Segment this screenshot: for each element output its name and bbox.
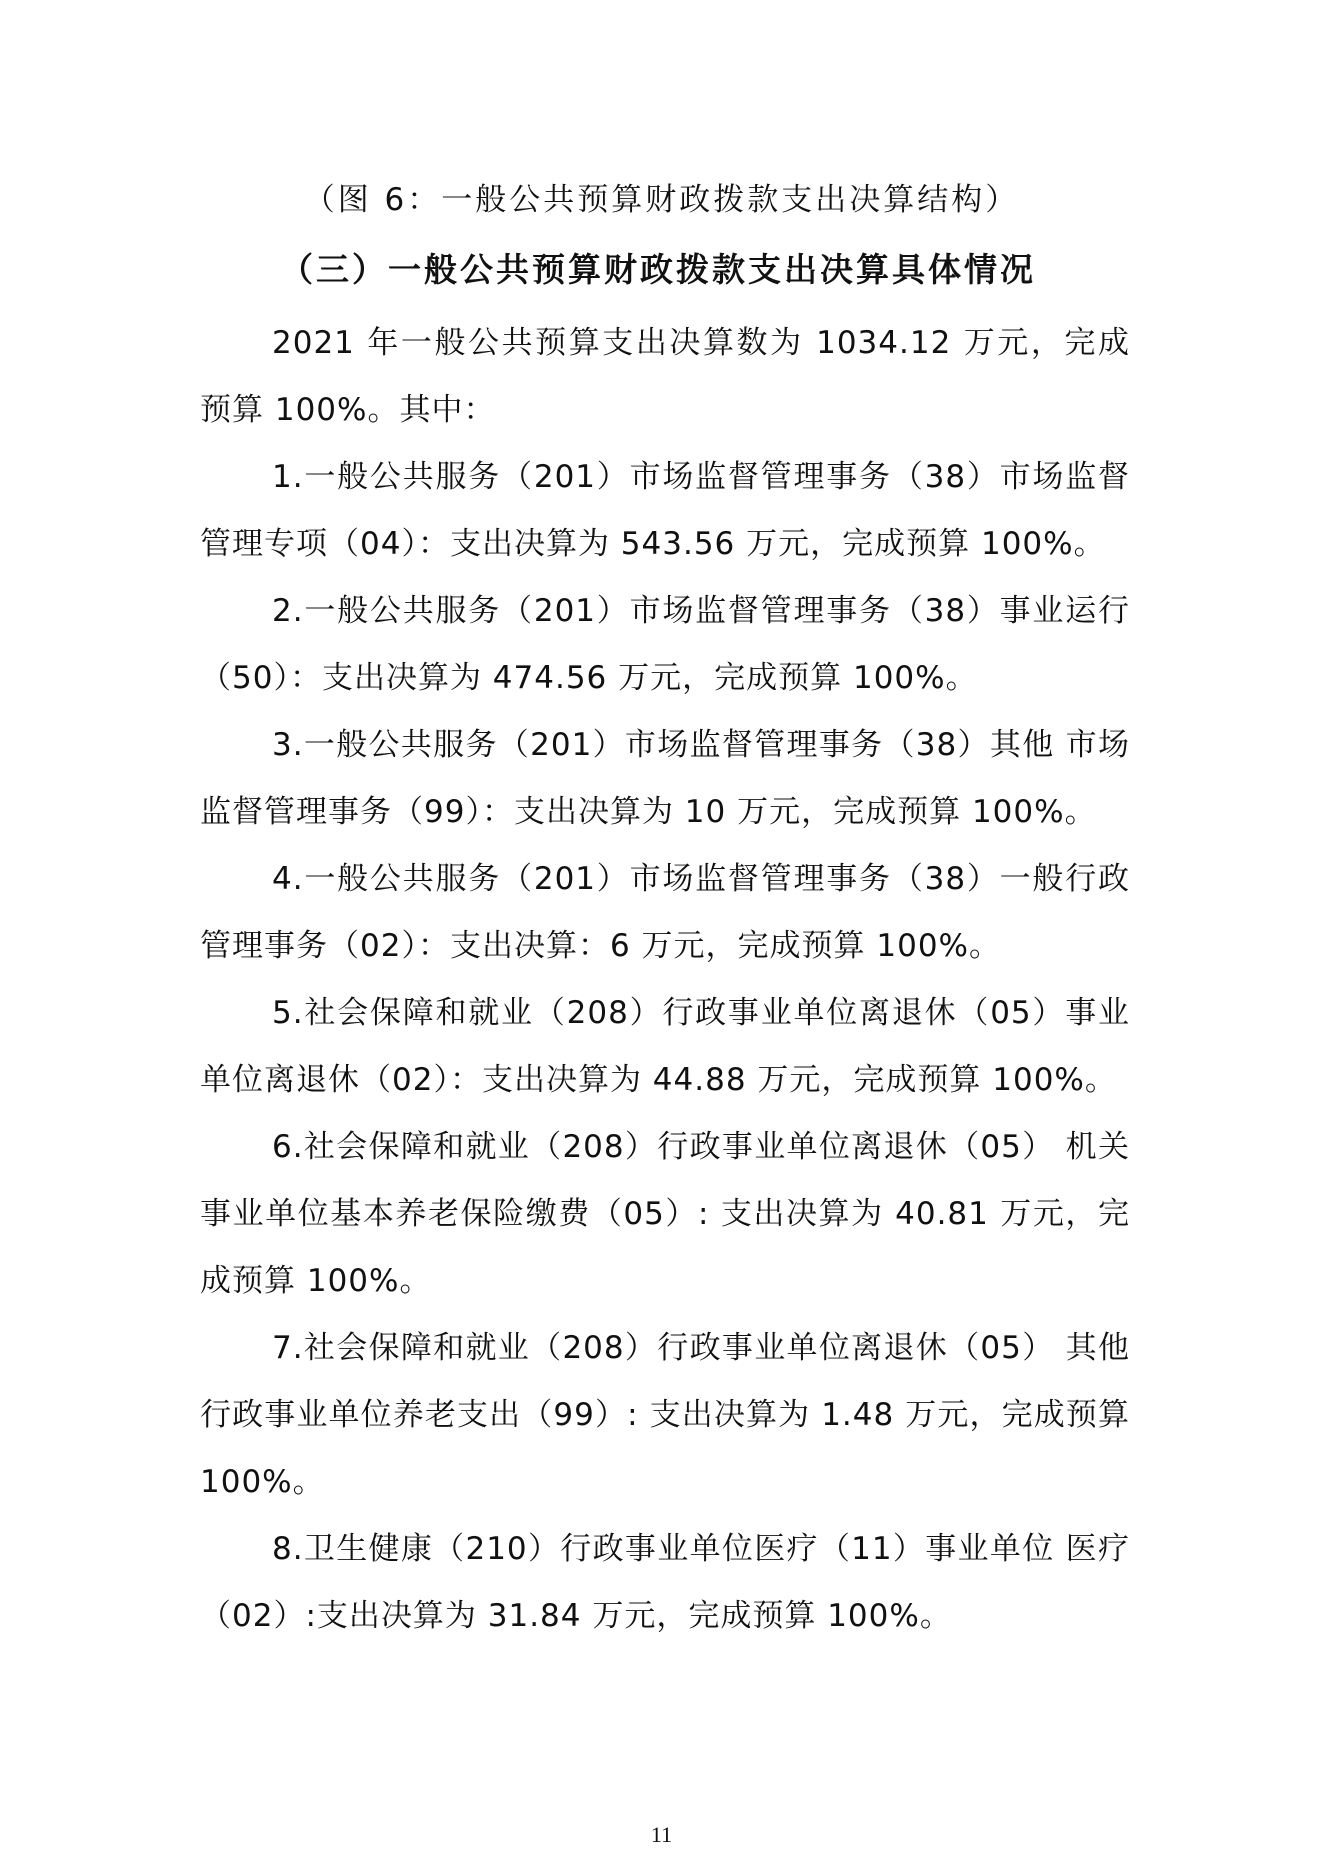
figure-caption: （图 6：一般公共预算财政拨款支出决算结构）: [303, 182, 1020, 218]
document-body: [200, 310, 1130, 1650]
paragraph-summary: 2021 年一般公共预算支出决算数为 1034.12 万元，完成预算 100%。其中：: [200, 325, 1130, 428]
paragraph-item: 8.卫生健康（210）行政事业单位医疗（11）事业单位 医疗（02）:支出决算为 31.84 万元，完成预算 100%。: [200, 1531, 1130, 1634]
paragraph-item: 1.一般公共服务（201）市场监督管理事务（38）市场监督管理专项（04）：支出决算为 543.56 万元，完成预算 100%。: [200, 459, 1130, 562]
paragraph-item: 6.社会保障和就业（208）行政事业单位离退休（05） 机关事业单位基本养老保险缴费（05）: 支出决算为 40.81 万元，完成预算 100%。: [200, 1129, 1130, 1299]
paragraph-item: 7.社会保障和就业（208）行政事业单位离退休（05） 其他行政事业单位养老支出（99）: 支出决算为 1.48 万元，完成预算 100%。: [200, 1330, 1130, 1500]
paragraph-item: 2.一般公共服务（201）市场监督管理事务（38）事业运行（50）：支出决算为 474.56 万元，完成预算 100%。: [200, 593, 1130, 696]
paragraph-item: 4.一般公共服务（201）市场监督管理事务（38）一般行政管理事务（02）：支出决算：6 万元，完成预算 100%。: [200, 861, 1130, 964]
paragraph-item: 5.社会保障和就业（208）行政事业单位离退休（05）事业单位离退休（02）：支出决算为 44.88 万元，完成预算 100%。: [200, 995, 1130, 1098]
page-number: 11: [650, 1822, 673, 1847]
section-heading: （三）一般公共预算财政拨款支出决算具体情况: [280, 250, 1036, 289]
paragraph-item: 3.一般公共服务（201）市场监督管理事务（38）其他 市场监督管理事务（99）：支出决算为 10 万元，完成预算 100%。: [200, 727, 1130, 830]
